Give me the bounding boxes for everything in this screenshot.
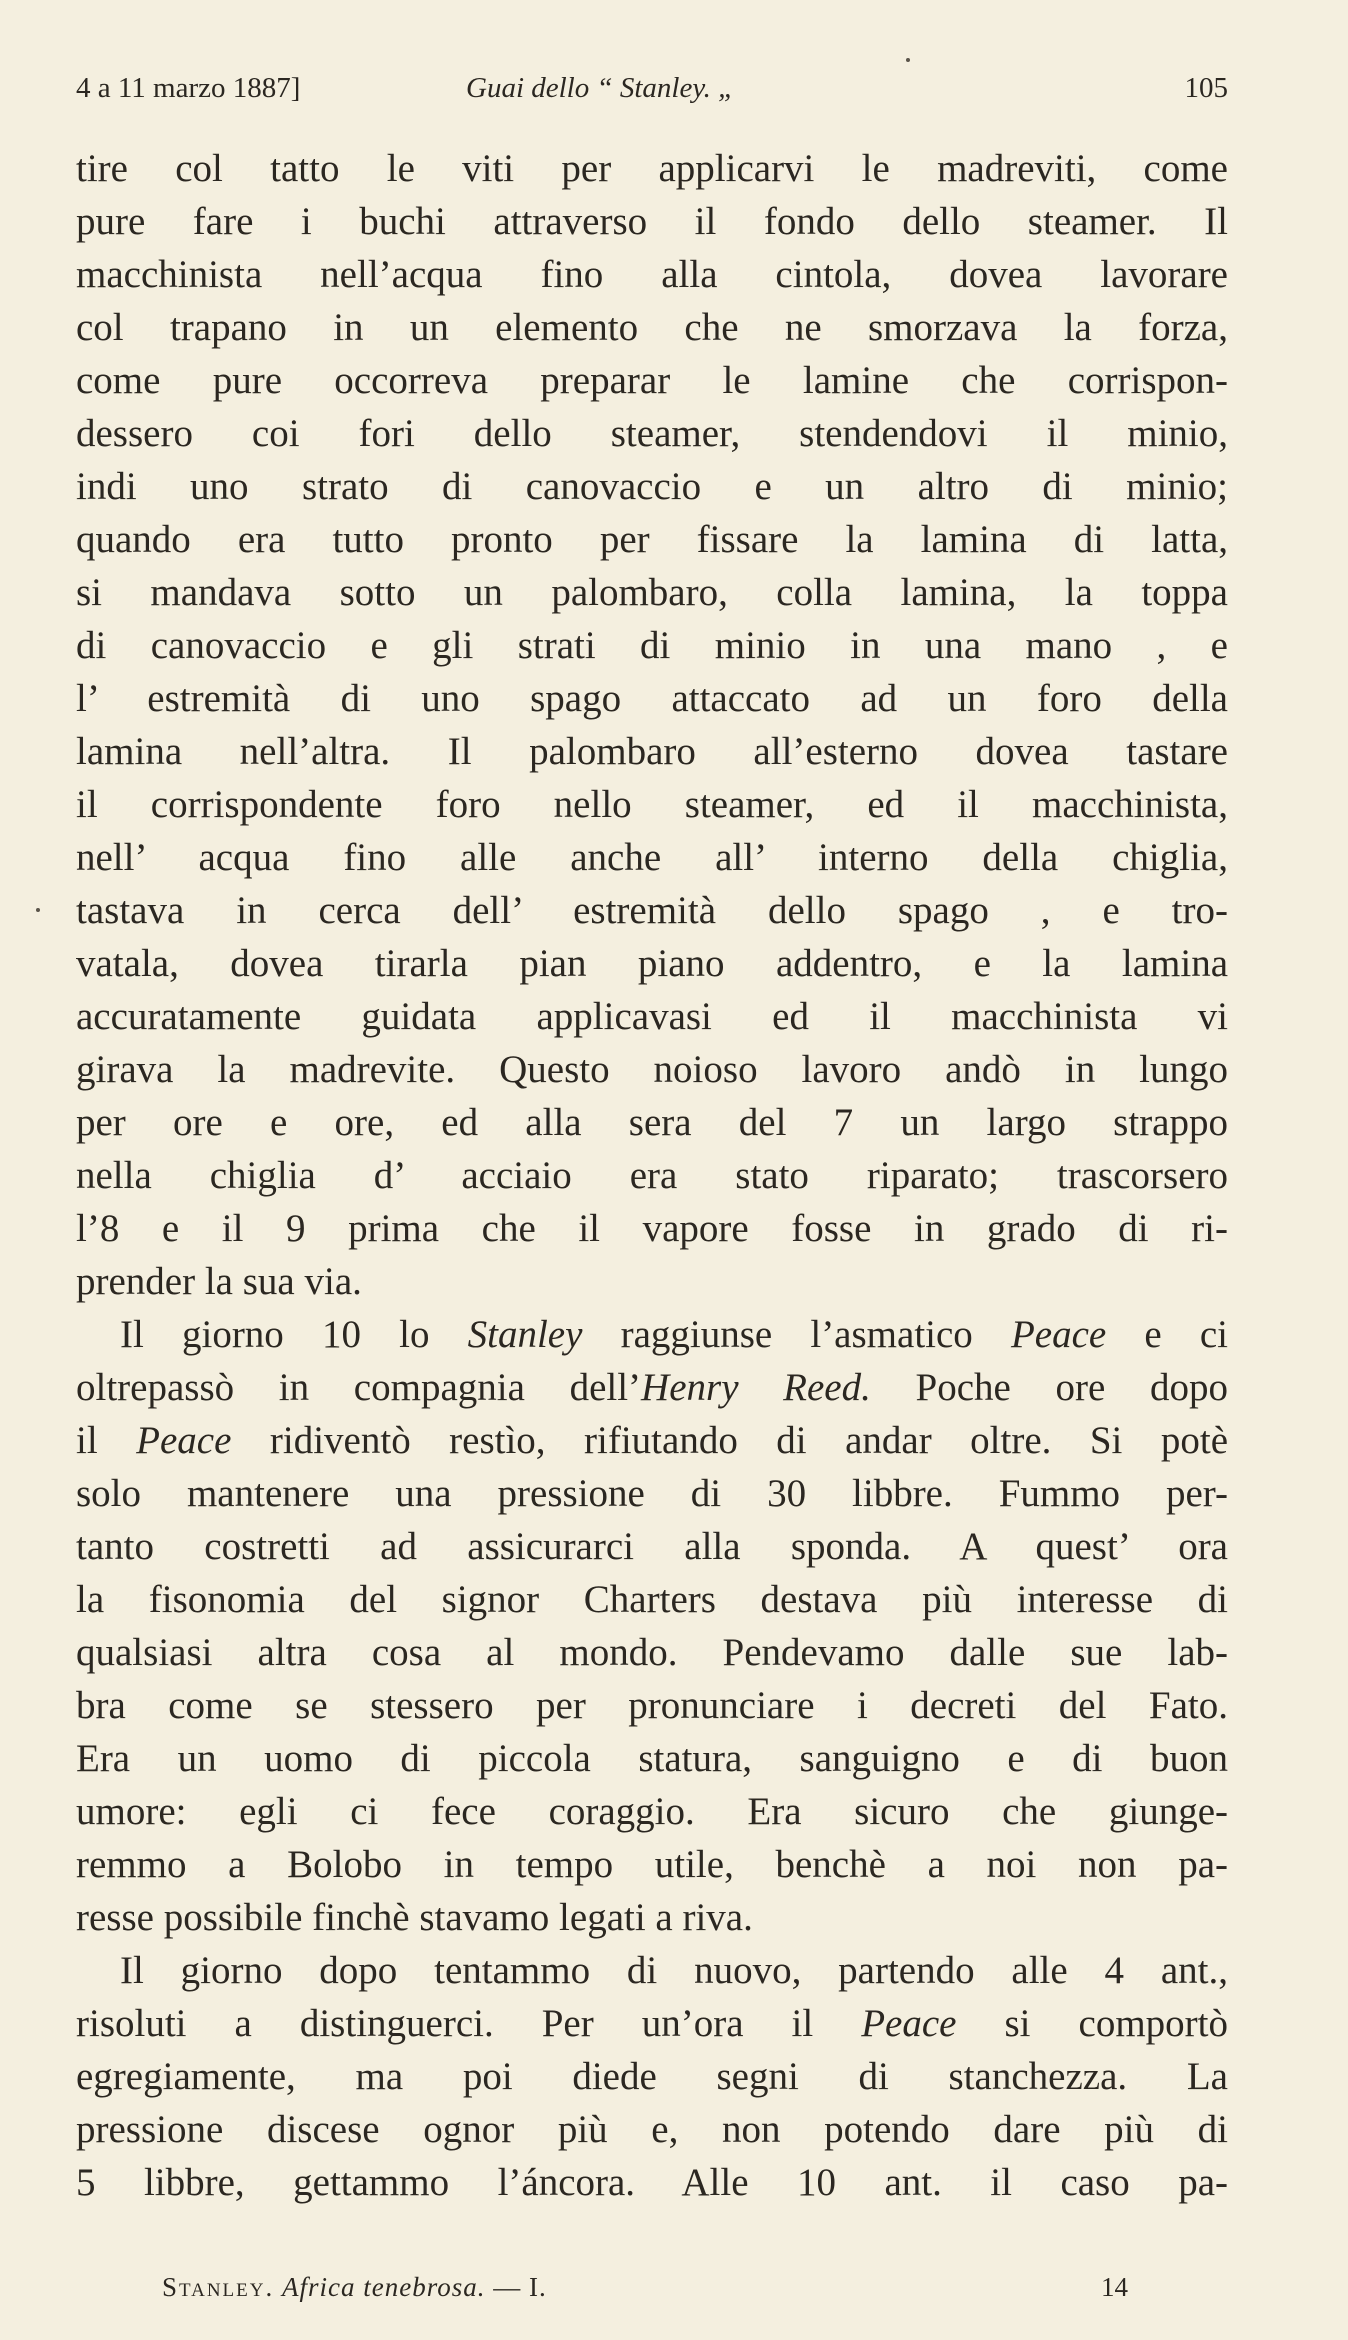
text-line: [76, 1414, 1228, 1467]
text-run: il: [76, 1419, 137, 1462]
text-line: [76, 1308, 1228, 1361]
text-line: macchinista nell’acqua fino alla cintola, dovea lavorare: [76, 253, 1228, 296]
text-run: raggiunse l’asmatico: [582, 1313, 1011, 1356]
text-run: risoluti a distinguerci. Per un’ora il: [76, 2002, 862, 2045]
text-line: [76, 1997, 1228, 2050]
text-line: umore: egli ci fece coraggio. Era sicuro che giunge-: [76, 1790, 1228, 1833]
text-line: girava la madrevite. Questo noioso lavoro andò in lungo: [76, 1048, 1228, 1091]
text-line: egregiamente, ma poi diede segni di stanchezza. La: [76, 2055, 1228, 2098]
text-line: tire col tatto le viti per applicarvi le madreviti, come: [76, 147, 1228, 190]
footer-volume: I.: [528, 2272, 547, 2302]
footer-separator: —: [493, 2272, 522, 2302]
header-page-number: 105: [1184, 72, 1228, 104]
italic-ship-name: Henry Reed.: [641, 1366, 871, 1409]
footer-printer-signature: 14: [1101, 2272, 1128, 2302]
text-line: pure fare i buchi attraverso il fondo dello steamer. Il: [76, 200, 1228, 243]
text-line: nell’ acqua fino alle anche all’ interno della chiglia,: [76, 836, 1228, 879]
text-line: solo mantenere una pressione di 30 libbre. Fummo per-: [76, 1472, 1228, 1515]
text-line: 5 libbre, gettammo l’áncora. Alle 10 ant. il caso pa-: [76, 2161, 1228, 2204]
text-line: nella chiglia d’ acciaio era stato riparato; trascorsero: [76, 1154, 1228, 1197]
text-line: qualsiasi altra cosa al mondo. Pendevamo dalle sue lab-: [76, 1631, 1228, 1674]
text-line: Era un uomo di piccola statura, sanguigno e di buon: [76, 1737, 1228, 1780]
italic-ship-name: Peace: [136, 1419, 232, 1462]
italic-ship-name: Stanley: [467, 1313, 583, 1356]
text-line: dessero coi fori dello steamer, stendendovi il minio,: [76, 412, 1228, 455]
text-line: bra come se stessero per pronunciare i decreti del Fato.: [76, 1684, 1228, 1727]
text-line: remmo a Bolobo in tempo utile, benchè a noi non pa-: [76, 1843, 1228, 1886]
text-line: quando era tutto pronto per fissare la lamina di latta,: [76, 518, 1228, 561]
italic-ship-name: Peace: [1010, 1313, 1107, 1356]
text-run: Poche ore dopo: [870, 1366, 1228, 1409]
italic-ship-name: Peace: [861, 2002, 957, 2045]
text-line: di canovaccio e gli strati di minio in una mano , e: [76, 624, 1228, 667]
text-line: tanto costretti ad assicurarci alla sponda. A quest’ ora: [76, 1525, 1228, 1568]
text-run: ridiventò restìo, rifiutando di andar oltre. Si potè: [231, 1419, 1228, 1462]
text-line: pressione discese ognor più e, non potendo dare più di: [76, 2108, 1228, 2151]
text-line: indi uno strato di canovaccio e un altro di minio;: [76, 465, 1228, 508]
text-line: si mandava sotto un palombaro, colla lamina, la toppa: [76, 571, 1228, 614]
header-chapter-title: Guai dello “ Stanley. „: [466, 72, 735, 104]
footer-book-title: Africa tenebrosa.: [281, 2272, 486, 2302]
text-line: l’ estremità di uno spago attaccato ad un foro della: [76, 677, 1228, 720]
text-line: tastava in cerca dell’ estremità dello spago , e tro-: [76, 889, 1228, 932]
print-speck: [906, 58, 910, 62]
header-date-range: 4 a 11 marzo 1887]: [76, 72, 301, 104]
text-line: per ore e ore, ed alla sera del 7 un largo strappo: [76, 1101, 1228, 1144]
text-line: col trapano in un elemento che ne smorzava la forza,: [76, 306, 1228, 349]
footer-signature-line: [162, 2265, 547, 2309]
print-speck: [36, 908, 40, 912]
text-line: Il giorno dopo tentammo di nuovo, partendo alle 4 ant.,: [120, 1949, 1228, 1992]
text-run: e ci: [1106, 1313, 1228, 1356]
running-head: [76, 66, 1228, 110]
page-footer: [162, 2265, 1128, 2309]
text-line: prender la sua via.: [76, 1260, 362, 1303]
text-line: l’8 e il 9 prima che il vapore fosse in grado di ri-: [76, 1207, 1228, 1250]
text-line: vatala, dovea tirarla pian piano addentro, e la lamina: [76, 942, 1228, 985]
footer-author: Stanley.: [162, 2272, 275, 2302]
text-line: come pure occorreva preparar le lamine che corrispon-: [76, 359, 1228, 402]
text-run: oltrepassò in compagnia dell’: [76, 1366, 642, 1409]
text-line: [76, 1361, 1228, 1414]
text-run: Il giorno 10 lo: [120, 1313, 468, 1356]
text-line: lamina nell’altra. Il palombaro all’esterno dovea tastare: [76, 730, 1228, 773]
text-line: accuratamente guidata applicavasi ed il macchinista vi: [76, 995, 1228, 1038]
text-run: si comportò: [956, 2002, 1228, 2045]
text-line: resse possibile finchè stavamo legati a riva.: [76, 1896, 753, 1939]
body-text: [76, 142, 1228, 2209]
text-line: la fisonomia del signor Charters destava più interesse di: [76, 1578, 1228, 1621]
text-line: il corrispondente foro nello steamer, ed il macchinista,: [76, 783, 1228, 826]
